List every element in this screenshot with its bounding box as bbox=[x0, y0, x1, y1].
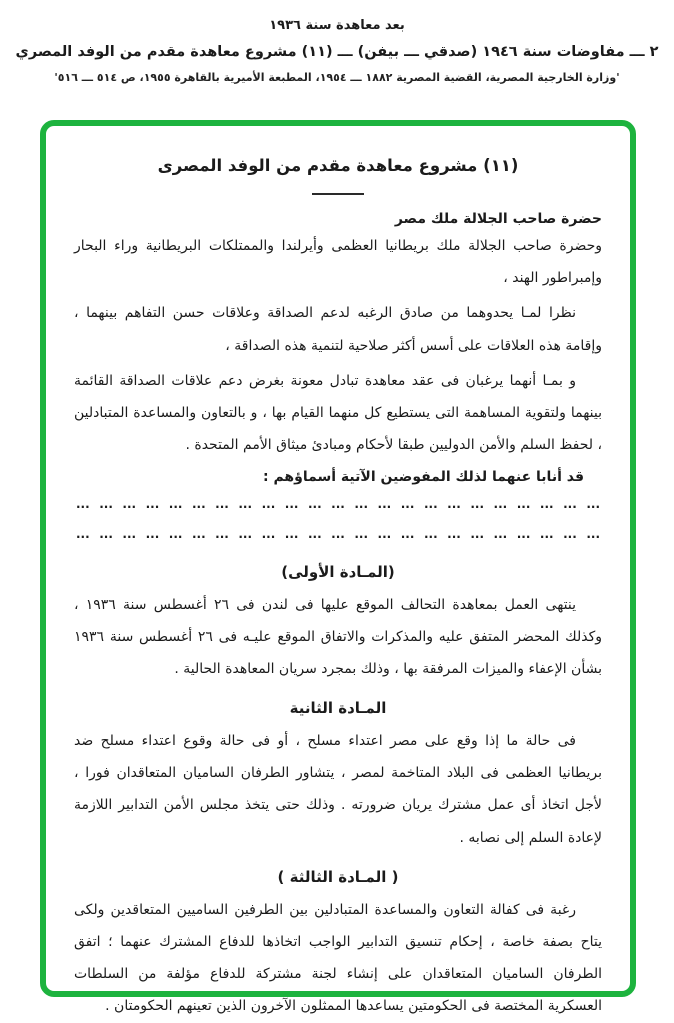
ellipsis-row-1: ... ... ... ... ... ... ... ... ... ... ... ... ... ... ... ... ... ... ... ... ... ... ... bbox=[76, 497, 600, 512]
article-three-heading: ( المـادة الثالثة ) bbox=[277, 867, 399, 886]
title-divider bbox=[312, 193, 364, 195]
era-label: بعد معاهدة سنة ١٩٣٦ bbox=[269, 18, 405, 33]
treaty-title: (١١) مشروع معاهدة مقدم من الوفد المصرى bbox=[157, 156, 519, 175]
article-two-heading: المـادة الثانية bbox=[289, 699, 387, 718]
preamble-paragraph-2: نظرا لمـا يحدوهما من صادق الرغبه لدعم الصداقة وعلاقات حسن التفاهم بينهما ، وإقامة هذه العلاقات على أسس أكثر صلاحية لتنمية هذه الصداقة ، bbox=[74, 305, 602, 354]
article-one-heading: (المـادة الأولى) bbox=[281, 562, 395, 581]
addressee-king-of-egypt: حضرة صاحب الجلالة ملك مصر bbox=[394, 211, 602, 227]
delegates-intro-line: قد أنابا عنهما لذلك المفوضين الآتية أسماؤهم : bbox=[262, 469, 584, 486]
preamble-paragraph-3: و بمـا أنهما يرغبان فى عقد معاهدة تبادل معونة بغرض دعم علاقات الصداقة القائمة بينهما ولتقوية المساهمة التى يستطيع كل منهما القيام بها ، و بالتعاون والمساعدة المتبادلين ، لحفظ السلم والأمن الدوليين طبقا لأحكام ومبادئ ميثاق الأمم المتحدة . bbox=[74, 372, 602, 454]
highlight-frame bbox=[40, 120, 636, 1015]
article-two-body: فى حالة ما إذا وقع على مصر اعتداء مسلح ، أو فى حالة وقوع اعتداء مسلح ضد بريطانيا العظمى فى البلاد المتاخمة لمصر ، يتشاور الطرفان الساميان المتعاقدان فورا ، لأجل اتخاذ أى عمل مشترك يريان ضرورته . وذلك حتى يتخذ مجلس الأمن التدابير اللازمة لإعادة السلم إلى نصابه . bbox=[74, 733, 602, 846]
article-one-body: ينتهى العمل بمعاهدة التحالف الموقع عليها فى لندن فى ٢٦ أغسطس سنة ١٩٣٦ ، وكذلك المحضر المتفق عليه والمذكرات والاتفاق الموقع عليـه فى ٢٦ أغسطس سنة ١٩٣٦ بشأن الإعفاء والميزات المرفقة بها ، وذلك بمجرد سريان المعاهدة الحالية . bbox=[74, 596, 602, 677]
citation-line: 'وزارة الخارجية المصرية، القضية المصرية ١٨٨٢ ـــ ١٩٥٤، المطبعة الأميرية بالقاهرة ١٩٥٥، ص ٥١٤ ـــ ٥١٦' bbox=[54, 71, 620, 84]
preamble-paragraph-1: وحضرة صاحب الجلالة ملك بريطانيا العظمى وأيرلندا والممتلكات البريطانية وراء البحار وإمبراطور الهند ، bbox=[74, 238, 602, 287]
source-title: ٢ ـــ مفاوضات سنة ١٩٤٦ (صدقي ـــ بيفن) ـــ (١١) مشروع معاهدة مقدم من الوفد المصري bbox=[15, 44, 659, 60]
article-three-body: رغبة فى كفالة التعاون والمساعدة المتبادلين بين الطرفين الساميين المتعاقدين ولكى يتاح بصفة خاصة ، إحكام تنسيق التدابير الواجب اتخاذها للدفاع المشترك عنهما ؛ اتفق الطرفان الساميان المتعاقدان على إنشاء لجنة مشتركة للدفاع مؤلفة من السلطات العسكرية المختصة فى الحكومتين يساعدها الممثلون الآخرون الذين تعينهم الحكومتان . bbox=[74, 901, 602, 1015]
ellipsis-row-2: ... ... ... ... ... ... ... ... ... ... ... ... ... ... ... ... ... ... ... ... ... ... ... bbox=[76, 526, 600, 541]
bibliographic-header bbox=[0, 0, 674, 84]
